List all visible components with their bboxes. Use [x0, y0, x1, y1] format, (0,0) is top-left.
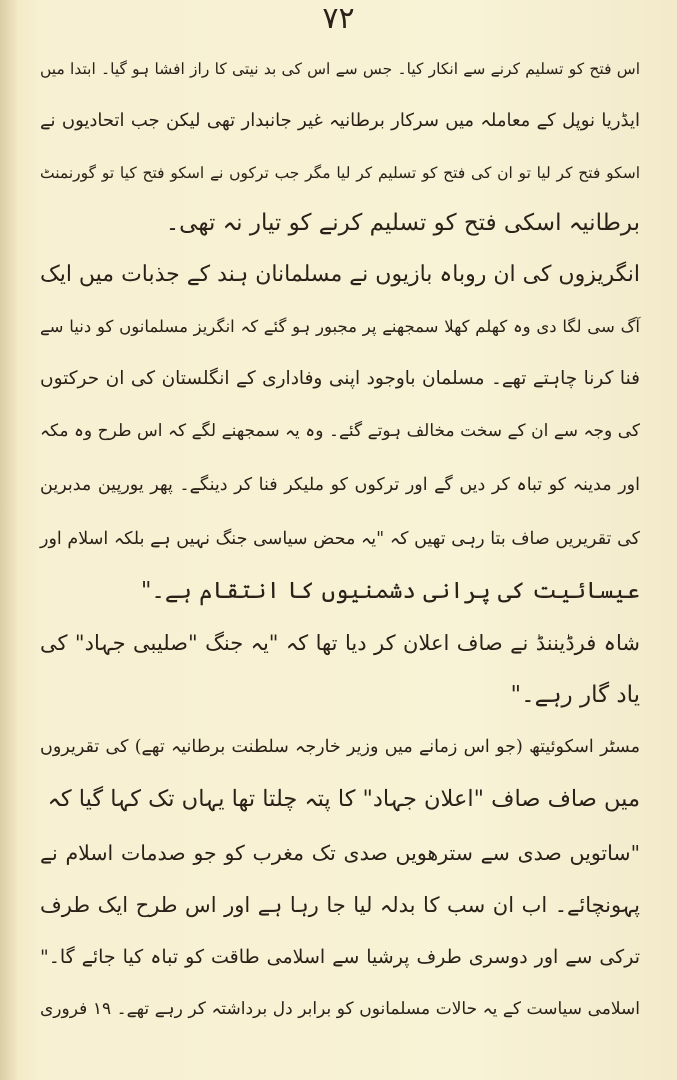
text-line-4: برطانیہ اسکی فتح کو تسلیم کرنے کو تیار نہ تھی۔	[165, 210, 640, 236]
text-line-10: کی تقریریں صاف بتا رہی تھیں کہ "یہ محض سیاسی جنگ نہیں ہے بلکہ اسلام اور	[40, 529, 640, 549]
text-line-9: اور مدینہ کو تباہ کر دیں گے اور ترکوں کو ملیکر فنا کر دینگے۔ پھر یورپین مدبرین	[40, 475, 640, 495]
text-line-7: فنا کرنا چاہتے تھے۔ مسلمان باوجود اپنی وفاداری کے انگلستان کی ان حرکتوں	[40, 368, 640, 389]
text-line-6: آگ سی لگا دی وہ کھلم کھلا سمجھنے پر مجبور ہو گئے کہ انگریز مسلمانوں کو دنیا سے	[40, 317, 640, 336]
text-line-8: کی وجہ سے ان کے سخت مخالف ہوتے گئے۔ وہ یہ سمجھنے لگے کہ اس طرح وہ مکہ	[40, 421, 640, 441]
text-line-12: شاہ فرڈیننڈ نے صاف اعلان کر دیا تھا کہ "یہ جنگ "صلیبی جہاد" کی	[40, 631, 640, 655]
text-line-1: اس فتح کو تسلیم کرنے سے انکار کیا۔ جس سے اس کی بد نیتی کا راز افشا ہو گیا۔ ابتدا میں	[40, 60, 640, 78]
text-line-13: یاد گار رہے۔"	[510, 682, 640, 708]
scan-gutter-shadow	[0, 0, 18, 1080]
quote-line-1: "ساتویں صدی سے سترھویں صدی تک مغرب کو جو صدمات اسلام نے	[40, 841, 640, 865]
text-line-3: اسکو فتح کر لیا تو ان کی فتح کو تسلیم کر لیا مگر جب ترکوں نے اسکو فتح کیا تو گورنمنٹ	[40, 164, 640, 182]
text-line-2: ایڈریا نوپل کے معاملہ میں سرکار برطانیہ غیر جانبدار تھی لیکن جب اتحادیوں نے	[40, 110, 640, 131]
text-line-16: اسلامی سیاست کے یہ حالات مسلمانوں کو برابر دل برداشتہ کر رہے تھے۔ ۱۹ فروری	[40, 999, 640, 1019]
page-number: ۷۲	[322, 1, 355, 36]
quote-line-2: پہونچائے۔ اب ان سب کا بدلہ لیا جا رہا ہے اور اس طرح ایک طرف	[40, 893, 640, 917]
text-line-5: انگریزوں کی ان روباہ بازیوں نے مسلمانان ہند کے جذبات میں ایک	[40, 262, 640, 287]
text-line-14: مسٹر اسکوئیتھ (جو اس زمانے میں وزیر خارجہ سلطنت برطانیہ تھے) کی تقریروں	[40, 737, 640, 757]
text-line-11: عیسائیت کی پرانی دشمنیوں کا انتقام ہے۔"	[140, 578, 640, 604]
quote-line-3: ترکی سے اور دوسری طرف پرشیا سے اسلامی طاقت کو تباہ کیا جائے گا۔"	[40, 946, 640, 968]
text-line-15: میں صاف صاف "اعلان جہاد" کا پتہ چلتا تھا یہاں تک کہا گیا کہ	[47, 786, 640, 812]
